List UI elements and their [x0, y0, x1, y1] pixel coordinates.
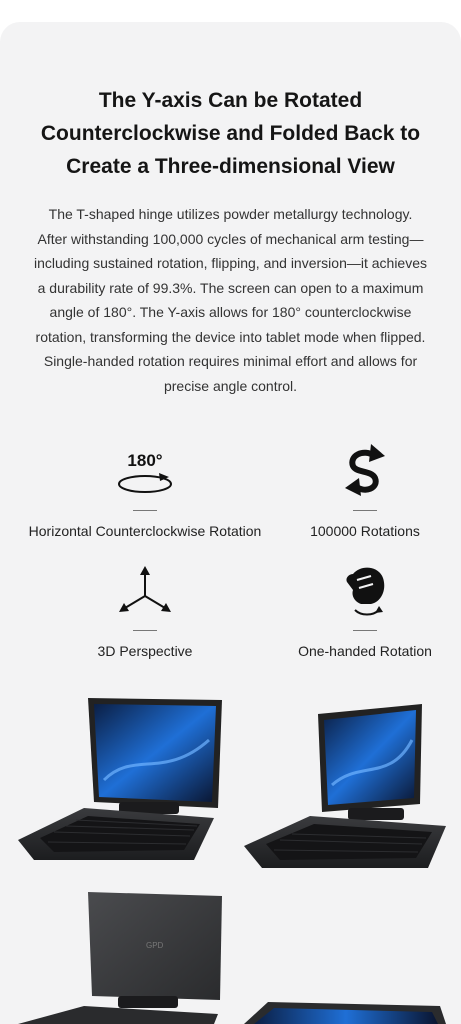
description-line: Single-handed rotation requires minimal effort and allows for	[43, 353, 418, 369]
gpd-logo: GPD	[146, 941, 164, 950]
rotation-cycle-icon	[280, 442, 450, 498]
feature-label: One-handed Rotation	[298, 643, 432, 659]
description-paragraph	[14, 202, 447, 398]
description-line: rotation, transforming the device into tablet mode when flipped.	[35, 328, 426, 345]
heading-line-1: The Y-axis Can be Rotated	[98, 89, 363, 112]
feature-label: Horizontal Counterclockwise Rotation	[28, 523, 262, 539]
device-photo-lid-back	[14, 888, 226, 1024]
feature-rotations	[280, 442, 450, 539]
feature-horizontal-rotation	[10, 442, 280, 539]
feature-one-handed-rotation	[280, 562, 450, 659]
feature-divider	[353, 510, 377, 511]
feature-divider	[353, 630, 377, 631]
hand-rotate-icon	[280, 562, 450, 618]
section-heading	[20, 84, 441, 183]
rotation-180-icon	[10, 442, 280, 498]
feature-3d-perspective	[20, 562, 270, 659]
heading-line-3: Create a Three-dimensional View	[66, 155, 395, 178]
description-line: After withstanding 100,000 cycles of mechanical arm testing—	[37, 230, 424, 247]
device-photo-tablet-mode	[240, 982, 452, 1024]
device-photo-rotated	[240, 700, 452, 870]
feature-divider	[133, 510, 157, 511]
description-line: angle of 180°. The Y-axis allows for 180° counterclockwise	[49, 304, 412, 320]
device-photo-open	[14, 690, 224, 860]
description-line: including sustained rotation, flipping, and inversion—it achieves	[33, 255, 427, 271]
feature-label: 100000 Rotations	[310, 523, 420, 539]
3d-axes-icon	[20, 562, 270, 618]
feature-divider	[133, 630, 157, 631]
description-line: The T-shaped hinge utilizes powder metallurgy technology.	[48, 206, 413, 222]
rotation-180-text: 180°	[127, 451, 163, 470]
description-line: a durability rate of 99.3%. The screen can open to a maximum	[37, 279, 424, 296]
feature-label: 3D Perspective	[97, 643, 193, 659]
content-card	[0, 22, 461, 1024]
description-line: precise angle control.	[163, 377, 298, 394]
heading-line-2: Counterclockwise and Folded Back to	[40, 122, 421, 145]
